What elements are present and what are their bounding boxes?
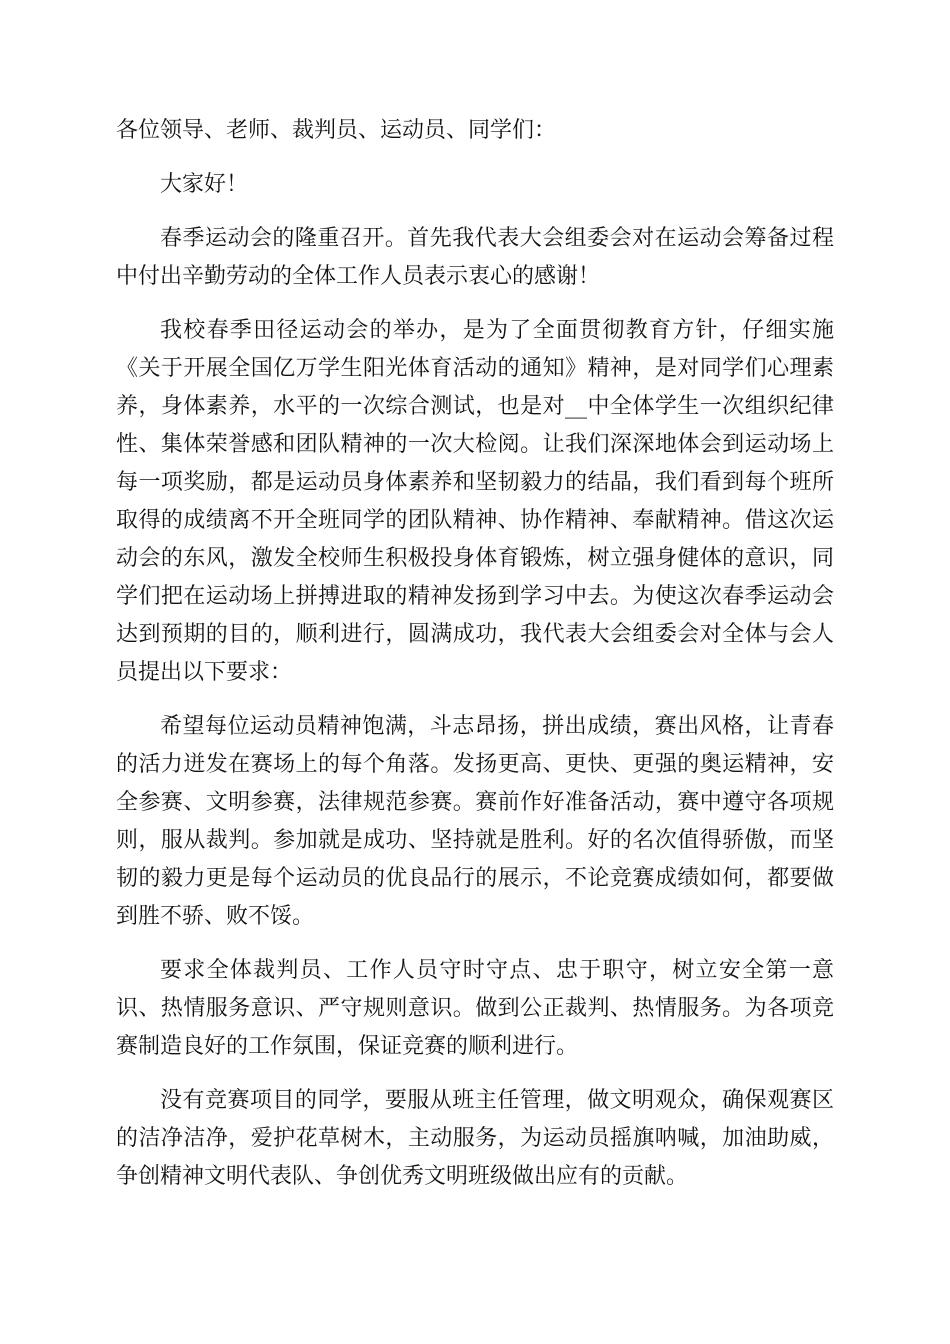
thanks-paragraph: 春季运动会的隆重召开。首先我代表大会组委会对在运动会筹备过程中付出辛勤劳动的全体工作人员表示衷心的感谢！ bbox=[116, 226, 834, 289]
document-page bbox=[116, 112, 834, 1212]
salutation: 各位领导、老师、裁判员、运动员、同学们： bbox=[116, 118, 557, 143]
athletes-paragraph: 希望每位运动员精神饱满，斗志昂扬，拼出成绩，赛出风格，让青春的活力迸发在赛场上的每个角落。发扬更高、更快、更强的奥运精神，安全参赛、文明参赛，法律规范参赛。赛前作好准备活动，赛中遵守各项规则，服从裁判。参加就是成功、坚持就是胜利。好的名次值得骄傲，而坚韧的毅力更是每个运动员的优良品行的展示，不论竞赛成绩如何，都要做到胜不骄、败不馁。 bbox=[116, 714, 834, 929]
purpose-paragraph: 我校春季田径运动会的举办，是为了全面贯彻教育方针，仔细实施《关于开展全国亿万学生阳光体育活动的通知》精神，是对同学们心理素养，身体素养，水平的一次综合测试，也是对__中全体学生一次组织纪律性、集体荣誉感和团队精神的一次大检阅。让我们深深地体会到运动场上每一项奖励，都是运动员身体素养和坚韧毅力的结晶，我们看到每个班所取得的成绩离不开全班同学的团队精神、协作精神、奉献精神。借这次运动会的东风，激发全校师生积极投身体育锻炼，树立强身健体的意识，同学们把在运动场上拼搏进取的精神发扬到学习中去。为使这次春季运动会达到预期的目的，顺利进行，圆满成功，我代表大会组委会对全体与会人员提出以下要求： bbox=[116, 318, 834, 685]
referees-paragraph: 要求全体裁判员、工作人员守时守点、忠于职守，树立安全第一意识、热情服务意识、严守规则意识。做到公正裁判、热情服务。为各项竞赛制造良好的工作氛围，保证竞赛的顺利进行。 bbox=[116, 958, 834, 1059]
greeting-paragraph: 大家好！ bbox=[160, 172, 249, 197]
spectators-paragraph: 没有竞赛项目的同学，要服从班主任管理，做文明观众，确保观赛区的洁净洁净，爱护花草树木，主动服务，为运动员摇旗呐喊，加油助威，争创精神文明代表队、争创优秀文明班级做出应有的贡献。 bbox=[116, 1088, 834, 1189]
